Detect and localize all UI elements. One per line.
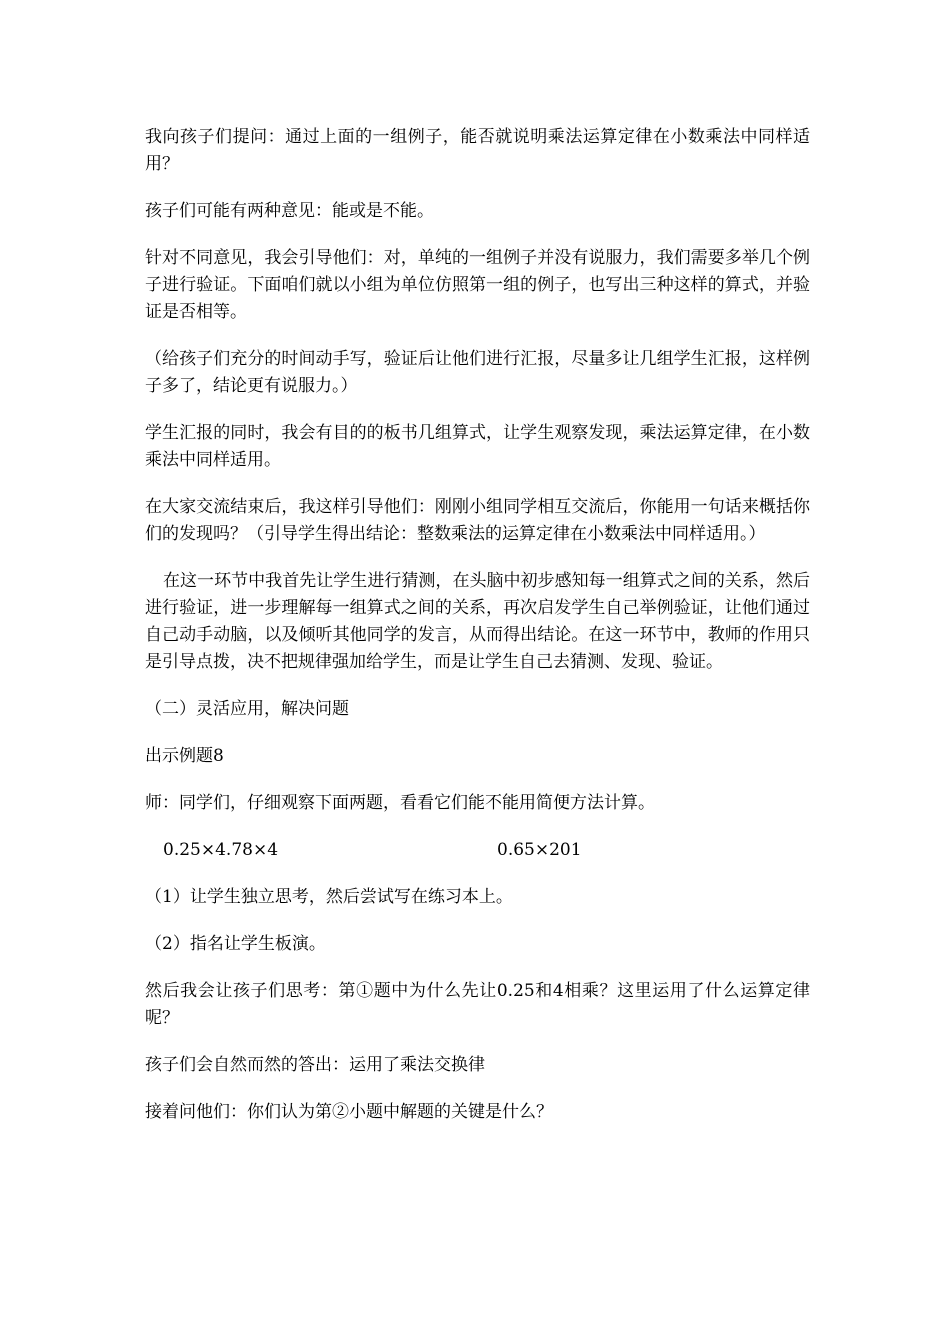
paragraph-reflection: 在这一环节中我首先让学生进行猜测，在头脑中初步感知每一组算式之间的关系，然后进行验证，进一步理解每一组算式之间的关系，再次启发学生自己举例验证，让他们通过自己动手动脑，以及倾听其他同学的发言，从而得出结论。在这一环节中，教师的作用只是引导点拨，决不把规律强加给学生，而是让学生自己去猜测、发现、验证。 — [145, 571, 810, 672]
formula-second: 0.65×201 — [497, 840, 582, 860]
paragraph-followup: 接着问他们：你们认为第②小题中解题的关键是什么？ — [145, 1102, 553, 1122]
paragraph-think: 然后我会让孩子们思考：第①题中为什么先让0.25和4相乘？这里运用了什么运算定律呢？ — [145, 981, 810, 1028]
paragraph-conclusion: 在大家交流结束后，我这样引导他们：刚刚小组同学相互交流后，你能用一句话来概括你们的发现吗？（引导学生得出结论：整数乘法的运算定律在小数乘法中同样适用。） — [145, 497, 810, 544]
step-two: （2）指名让学生板演。 — [145, 934, 326, 954]
example-label: 出示例题8 — [145, 746, 224, 766]
paragraph-guidance: 针对不同意见，我会引导他们：对，单纯的一组例子并没有说服力，我们需要多举几个例子进行验证。下面咱们就以小组为单位仿照第一组的例子，也写出三种这样的算式，并验证是否相等。 — [145, 248, 810, 322]
section-heading: （二）灵活应用，解决问题 — [145, 699, 349, 719]
paragraph-question: 我向孩子们提问：通过上面的一组例子，能否就说明乘法运算定律在小数乘法中同样适用？ — [145, 127, 810, 174]
paragraph-answer: 孩子们会自然而然的答出：运用了乘法交换律 — [145, 1055, 485, 1075]
paragraph-teacher-prompt: 师：同学们，仔细观察下面两题，看看它们能不能用简便方法计算。 — [145, 793, 655, 813]
formula-row — [145, 837, 810, 864]
document-body — [145, 124, 810, 1146]
formula-first: 0.25×4.78×4 — [163, 840, 279, 860]
paragraph-report: 学生汇报的同时，我会有目的的板书几组算式，让学生观察发现，乘法运算定律，在小数乘法中同样适用。 — [145, 423, 810, 470]
step-one: （1）让学生独立思考，然后尝试写在练习本上。 — [145, 887, 513, 907]
paragraph-opinions: 孩子们可能有两种意见：能或是不能。 — [145, 201, 434, 221]
paragraph-note: （给孩子们充分的时间动手写，验证后让他们进行汇报，尽量多让几组学生汇报，这样例子多了，结论更有说服力。） — [145, 349, 810, 396]
